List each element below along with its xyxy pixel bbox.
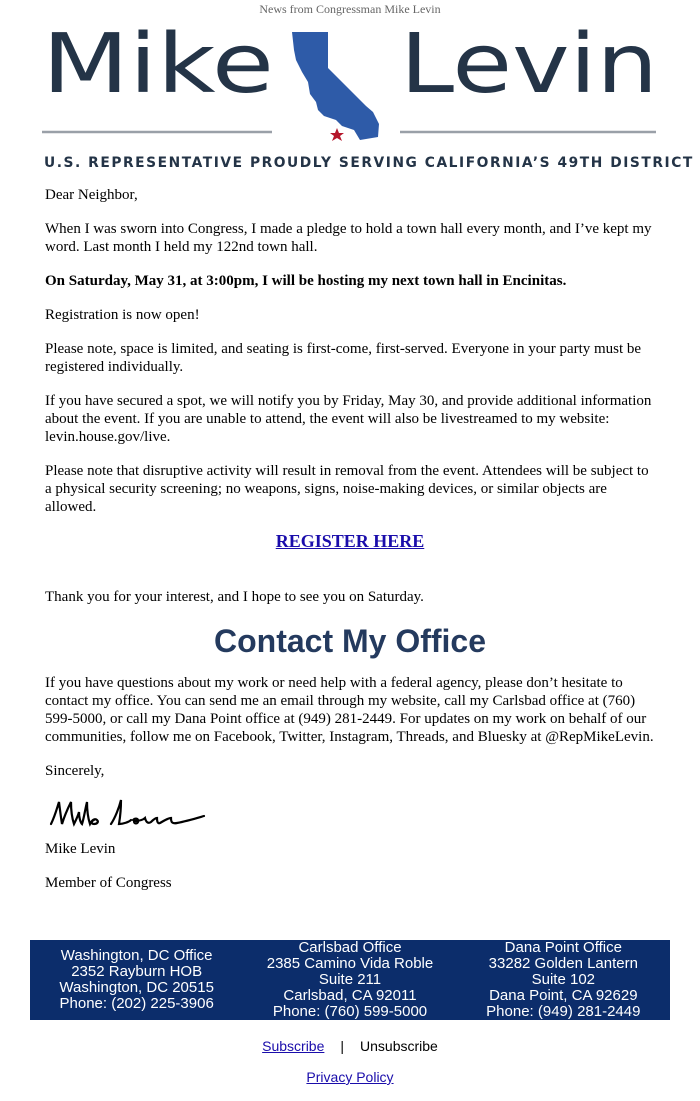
- paragraph-pledge: When I was sworn into Congress, I made a pledge to hold a town hall every month, and I’ve kept my word. Last month I held my 122nd town hall.: [45, 221, 652, 255]
- paragraph-contact: If you have questions about my work or need help with a federal agency, please don’t hesitate to contact my office. You can send me an email through my website, call my Carlsbad office at (760) 599-5000, or call my Dana Point office at (949) 281-2449. For updates on my work on behalf of our communities, follow me on Facebook, Twitter, Instagram, Threads, and Bluesky at @RepMikeLevin.: [45, 675, 654, 745]
- signer-name: Mike Levin: [45, 841, 116, 857]
- office-footer-bar: [30, 940, 670, 1020]
- register-section: [45, 532, 655, 550]
- office-carlsbad: [243, 940, 456, 1020]
- closing: Sincerely,: [45, 763, 105, 779]
- paragraph-thanks: Thank you for your interest, and I hope to see you on Saturday.: [45, 589, 424, 605]
- contact-heading: Contact My Office: [213, 623, 487, 659]
- office-phone: Phone: (760) 599-5000: [272, 1003, 428, 1020]
- link-separator: |: [340, 1038, 345, 1054]
- subscription-links: [0, 1038, 700, 1054]
- office-phone: Phone: (202) 225-3906: [59, 995, 214, 1012]
- unsubscribe-link[interactable]: Unsubscribe: [360, 1038, 438, 1054]
- signature-image: [47, 796, 207, 830]
- office-name: Carlsbad Office: [298, 939, 402, 956]
- office-washington: [30, 940, 243, 1020]
- office-phone: Phone: (949) 281-2449: [486, 1003, 641, 1020]
- tagline: U.S. REPRESENTATIVE PROUDLY SERVING CALIFORNIA’S 49TH DISTRICT: [44, 155, 694, 171]
- signer-title: Member of Congress: [45, 875, 172, 891]
- office-dana-point: [457, 940, 670, 1020]
- office-name: Washington, DC Office: [60, 947, 213, 964]
- letter-body: [45, 186, 655, 908]
- preheader-text: News from Congressman Mike Levin: [259, 2, 441, 16]
- office-line: Dana Point, CA 92629: [489, 987, 638, 1004]
- office-line: 33282 Golden Lantern: [488, 955, 638, 972]
- office-line: Carlsbad, CA 92011: [283, 987, 417, 1004]
- office-line: Suite 211: [318, 971, 382, 988]
- greeting: Dear Neighbor,: [45, 187, 138, 203]
- office-line: Suite 102: [531, 971, 596, 988]
- paragraph-notification: If you have secured a spot, we will notify you by Friday, May 30, and provide additional information about the event. If you are unable to attend, the event will also be livestreamed to my website: levin.house.gov/live.: [45, 393, 652, 445]
- logo-last-name: Levin: [400, 20, 658, 112]
- register-here-link[interactable]: REGISTER HERE: [275, 531, 425, 551]
- office-line: 2385 Camino Vida Roble: [266, 955, 434, 972]
- california-state-shape: [292, 32, 379, 140]
- paragraph-registration-open: Registration is now open!: [45, 307, 200, 323]
- office-line: Washington, DC 20515: [59, 979, 214, 996]
- paragraph-security: Please note that disruptive activity will result in removal from the event. Attendees will be subject to a physical security screening; no weapons, signs, noise-making devices, or similar objects are allowed.: [45, 463, 649, 515]
- paragraph-event-announcement: On Saturday, May 31, at 3:00pm, I will be hosting my next town hall in Encinitas.: [45, 273, 567, 289]
- subscribe-link[interactable]: Subscribe: [262, 1038, 325, 1054]
- mike-levin-logo: [42, 20, 658, 150]
- privacy-policy-link[interactable]: Privacy Policy: [306, 1069, 394, 1085]
- office-line: 2352 Rayburn HOB: [71, 963, 203, 980]
- office-name: Dana Point Office: [504, 939, 622, 956]
- star-icon: [330, 128, 344, 141]
- logo-first-name: Mike: [42, 20, 274, 112]
- privacy-section: [0, 1069, 700, 1085]
- paragraph-space-limited: Please note, space is limited, and seating is first-come, first-served. Everyone in your party must be registered individually.: [45, 341, 642, 375]
